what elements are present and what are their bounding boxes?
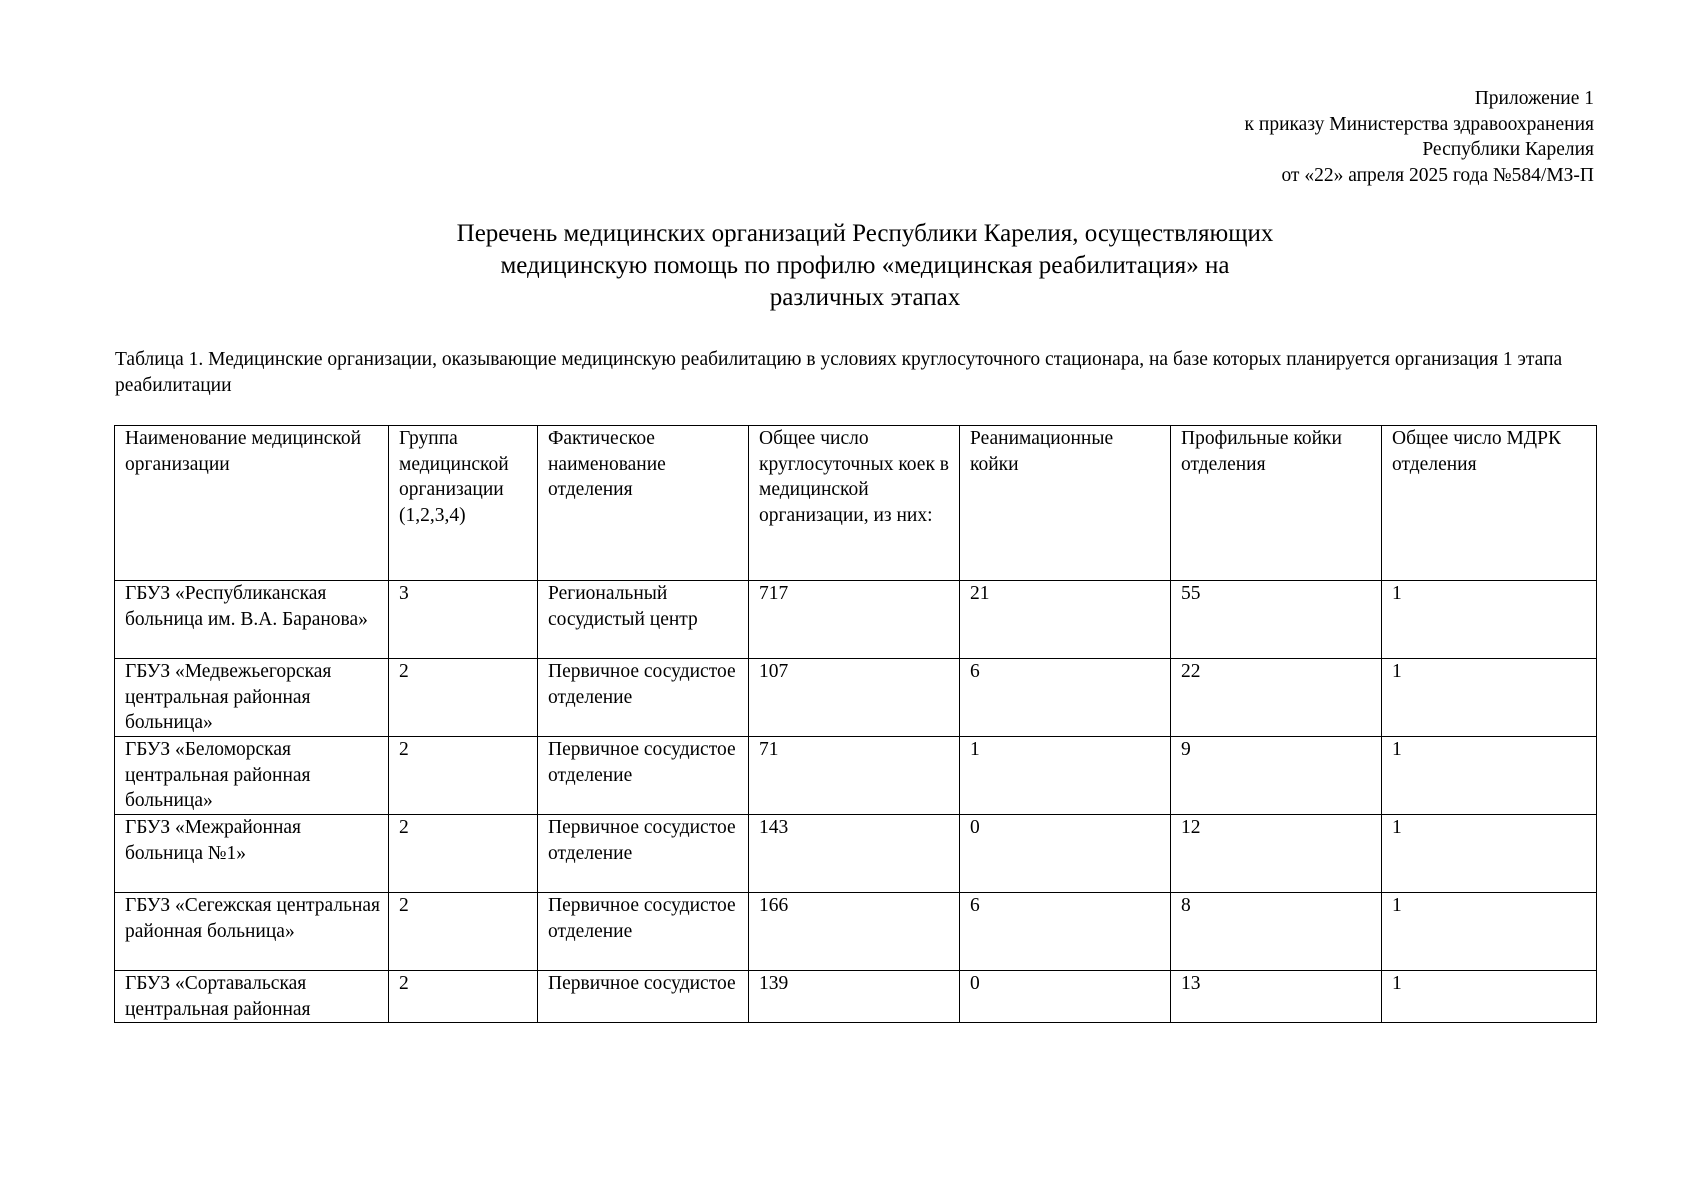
cell-mdrk-count: 1 [1382,737,1597,815]
cell-icu-beds: 0 [960,971,1171,1023]
title-line: медицинскую помощь по профилю «медицинская реабилитация» на [500,252,1230,279]
header-org-name: Наименование медицинской организации [115,426,389,581]
cell-icu-beds: 21 [960,581,1171,659]
cell-total-beds: 717 [749,581,960,659]
appendix-line: Республики Карелия [1422,139,1594,160]
cell-department: Первичное сосудистое отделение [538,815,749,893]
cell-icu-beds: 6 [960,893,1171,971]
table-row [115,815,1597,893]
header-profile-beds: Профильные койки отделения [1171,426,1382,581]
title-line: Перечень медицинских организаций Республики Карелия, осуществляющих [456,220,1274,247]
cell-profile-beds: 8 [1171,893,1382,971]
appendix-line: к приказу Министерства здравоохранения [1244,113,1594,135]
cell-department: Первичное сосудистое отделение [538,737,749,815]
cell-mdrk-count: 1 [1382,581,1597,659]
cell-org-name: ГБУЗ «Сегежская центральная районная больница» [115,893,389,971]
cell-department: Региональный сосудистый центр [538,581,749,659]
cell-mdrk-count: 1 [1382,893,1597,971]
header-icu-beds: Реанимационные койки [960,426,1171,581]
cell-total-beds: 166 [749,893,960,971]
cell-department-text: Первичное сосудистое [548,973,736,994]
cell-profile-beds: 13 [1171,971,1382,1023]
header-total-beds: Общее число круглосуточных коек в медицинской организации, из них: [749,426,960,581]
cell-department [538,971,749,1023]
cell-icu-beds: 1 [960,737,1171,815]
cell-department: Первичное сосудистое отделение [538,893,749,971]
table-row [115,581,1597,659]
table-row [115,659,1597,737]
table-row [115,971,1597,1023]
cell-org-name: ГБУЗ «Медвежьегорская центральная районная больница» [115,659,389,737]
cell-total-beds: 139 [749,971,960,1023]
cell-icu-beds: 0 [960,815,1171,893]
cell-org-group: 2 [389,659,538,737]
header-org-group: Группа медицинской организации (1,2,3,4) [389,426,538,581]
cell-org-name: ГБУЗ «Межрайонная больница №1» [115,815,389,893]
cell-mdrk-count: 1 [1382,815,1597,893]
cell-department: Первичное сосудистое отделение [538,659,749,737]
cell-profile-beds: 9 [1171,737,1382,815]
cell-mdrk-count: 1 [1382,971,1597,1023]
appendix-line: от «22» апреля 2025 года №584/МЗ-П [1281,164,1594,186]
table-row [115,893,1597,971]
cell-org-name: ГБУЗ «Республиканская больница им. В.А. Баранова» [115,581,389,659]
cell-org-group: 2 [389,737,538,815]
cell-org-group: 2 [389,815,538,893]
cell-icu-beds: 6 [960,659,1171,737]
cell-total-beds: 143 [749,815,960,893]
cell-profile-beds: 55 [1171,581,1382,659]
cell-org-name-text: ГБУЗ «Сортавальская центральная районная [125,973,311,1020]
header-mdrk-count: Общее число МДРК отделения [1382,426,1597,581]
cell-profile-beds: 22 [1171,659,1382,737]
appendix-line: Приложение 1 [1474,88,1594,109]
table-header-row [115,426,1597,581]
header-department: Фактическое наименование отделения [538,426,749,581]
document-title [0,218,1697,314]
title-line: различных этапах [769,284,961,311]
cell-org-name [115,971,389,1023]
appendix-block [1245,86,1594,188]
table-row [115,737,1597,815]
cell-org-group: 2 [389,893,538,971]
cell-mdrk-count: 1 [1382,659,1597,737]
cell-org-group: 3 [389,581,538,659]
cell-org-group: 2 [389,971,538,1023]
table-caption: Таблица 1. Медицинские организации, оказывающие медицинскую реабилитацию в условиях круглосуточного стационара, на базе которых планируется организация 1 этапа реабилитации [115,349,1563,396]
cell-profile-beds: 12 [1171,815,1382,893]
cell-total-beds: 107 [749,659,960,737]
cell-total-beds: 71 [749,737,960,815]
cell-org-name: ГБУЗ «Беломорская центральная районная больница» [115,737,389,815]
organizations-table [114,425,1597,1023]
